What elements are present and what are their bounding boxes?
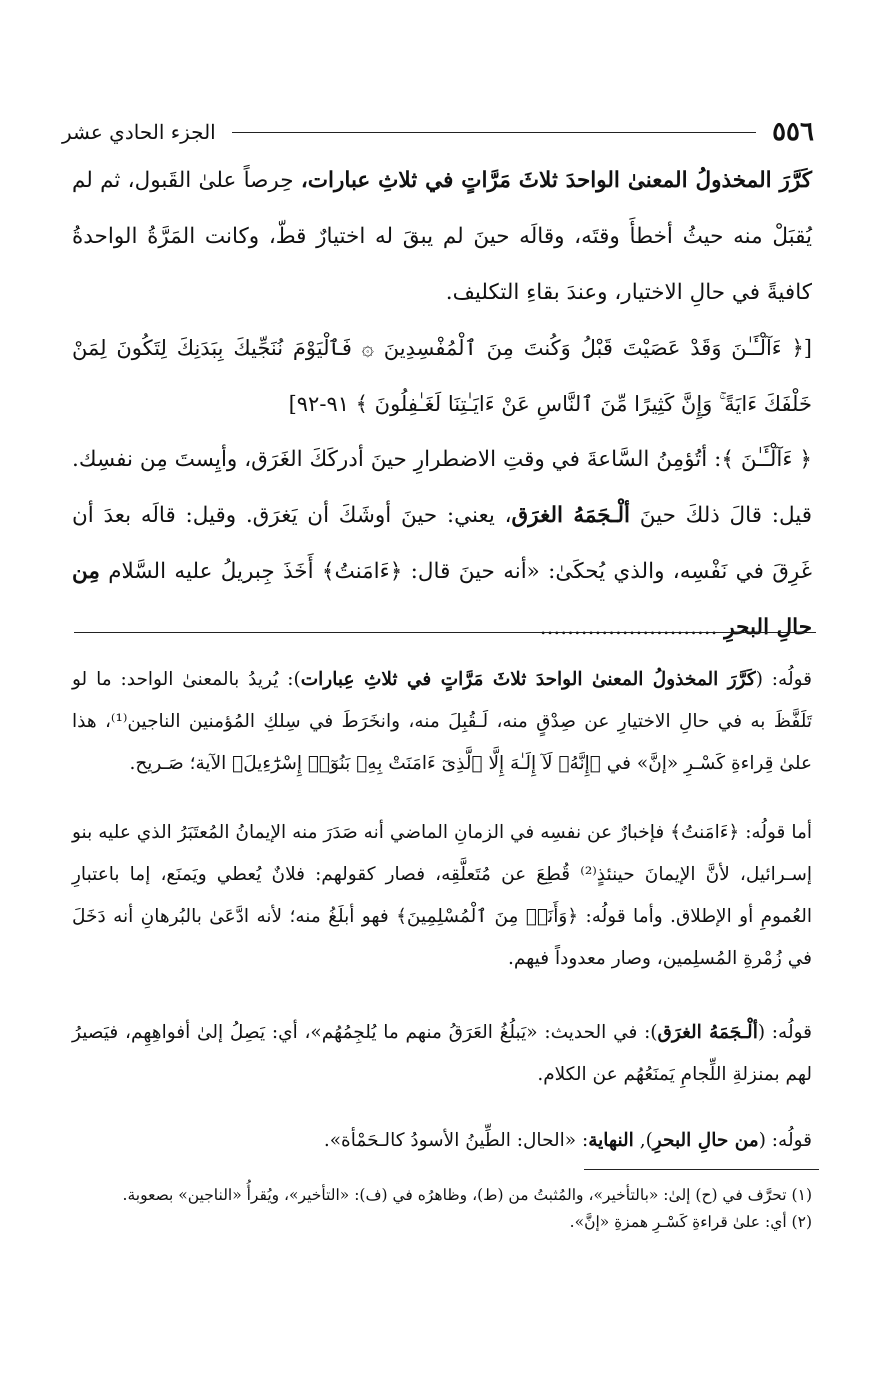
part-title: الجزء الحادي عشر: [62, 120, 216, 144]
main-paragraph-2: [72, 432, 812, 656]
paragraph-text: ﴿ ءَآلْـَٔـٰنَ ﴾: أتُؤمِنُ السَّاعةَ في وقتِ الاضطرارِ حينَ أدركَكَ الغَرَق، وأيِستَ مِن نفسِك. قيل: قالَ ذلكَ حينَ: [72, 447, 812, 528]
main-paragraph-1: [72, 153, 812, 321]
page-header: [62, 112, 814, 152]
bold-phrase: مِن حالِ البحرِ: [72, 559, 812, 640]
bold-phrase: ألْـجَمَهُ الغرَق: [657, 1022, 758, 1043]
footnote-rule: [584, 1169, 819, 1170]
commentary-text: ): يُريدُ بالمعنىٰ الواحد: ما لو تَلَفَّظَ به في حالِ الاختيارِ عن صِدْقٍ منه، لَـقُبِلَ منه، وانخَرَطَ في سِلكِ المُؤمنين الناجين⁽¹⁾، هذا علىٰ قِراءةِ كَسْـرِ «إنَّ» في ﴿إِنَّهُۥ لَآ إِلَـٰهَ إِلَّا ٱلَّذِىٓ ءَامَنَتْ بِهِۦ بَنُوٓا۟ إِسْرَٰٓءِيلَ﴾ الآية؛ صَـريح.: [72, 669, 812, 774]
commentary-paragraph-1: [72, 659, 812, 785]
paragraph-text: ، يعني: حينَ أوشَكَ أن يَغرَق. وقيل: قالَه بعدَ أن غَرِقَ في نَفْسِه، والذي يُحكَىٰ: «أنه حينَ قال: ﴿ءَامَنتُ﴾ أَخَذَ جِبريلُ عليه السَّلام: [72, 503, 812, 584]
bold-phrase: النهاية: [588, 1130, 634, 1151]
bold-phrase: كَرَّرَ المخذولُ المعنىٰ الواحدَ ثلاثَ مَرَّاتٍ في ثلاثِ عبارات،: [300, 168, 812, 193]
commentary-text: : «الحال: الطِّينُ الأسودُ كالـحَمْأة».: [323, 1130, 589, 1151]
section-divider: [74, 632, 816, 633]
footnote-2: (٢) أي: علىٰ قراءةِ كَسْـرِ همزةِ «إنَّ».: [569, 1213, 812, 1231]
commentary-text: ): في الحديث: «يَبلُغُ العَرَقُ منهم ما يُلجِمُهُم»، أي: يَصِلُ إلىٰ أفواهِهِم، فيَصيرُ لهم بمنزلةِ اللِّجامِ يَمنَعُهُم عن الكلام.: [72, 1022, 812, 1085]
commentary-paragraph-3: [72, 1012, 812, 1096]
commentary-paragraph-4: [72, 1120, 812, 1162]
dotted-leader: ..........................: [539, 615, 725, 640]
paragraph-text: حِرصاً علىٰ القَبول، ثم لم يُقبَلْ منه حيثُ أخطأَ وقتَه، وقالَه حينَ لم يبقَ له اختيارٌ قطّ، وكانت المَرَّةُ الواحدةُ كافيةً في حالِ الاختيار، وعندَ بقاءِ التكليف.: [72, 168, 812, 305]
commentary-text: قولُه: (: [758, 1130, 812, 1151]
header-rule: [232, 132, 756, 133]
commentary-paragraph-2: أما قولُه: ﴿ءَامَنتُ﴾ فإخبارٌ عن نفسِه في الزمانِ الماضي أنه صَدَرَ منه الإيمانُ المُعتَبَرُ الذي عليه بنو إسـرائيل، لأنَّ الإيمانَ حينئذٍ⁽²⁾ قُطِعَ عن مُتَعلَّقِه، فصار كقولهم: فلانٌ يُعطي ويَمنَع، إما باعتبارِ العُمومِ أو الإطلاق. وأما قولُه: ﴿وَأَنَا۠ مِنَ ٱلْمُسْلِمِينَ﴾ فهو أبلَغُ منه؛ لأنه ادَّعَىٰ بالبُرهانِ أنه دَخَلَ في زُمْرةِ المُسلِمين، وصار معدوداً فيهم.: [72, 822, 812, 969]
footnote-1: (١) تحرَّف في (ح) إلىٰ: «بالتأخير»، والمُثبتُ من (ط)، وظاهرُه في (ف): «التأخير»، ويُقرأُ «الناجين» بصعوبة.: [122, 1186, 812, 1204]
commentary-text: قولُه: (: [755, 669, 812, 690]
quran-verse: [﴿ ءَآلْـَٔـٰنَ وَقَدْ عَصَيْتَ قَبْلُ وَكُنتَ مِنَ ٱلْمُفْسِدِينَ ۞ فَٱلْيَوْمَ نُنَجِّيكَ بِبَدَنِكَ لِتَكُونَ لِمَنْ خَلْفَكَ ءَايَةً ۚ وَإِنَّ كَثِيرًا مِّنَ ٱلنَّاسِ عَنْ ءَايَـٰتِنَا لَغَـٰفِلُونَ ﴾ ٩١-٩٢]: [72, 336, 812, 416]
bold-phrase: من حالِ البحرِ: [652, 1130, 759, 1151]
bold-phrase: ألْـجَمَهُ الغرَق: [511, 503, 630, 528]
bold-phrase: كَرَّرَ المخذولُ المعنىٰ الواحدَ ثلاثَ مَرَّاتٍ في ثلاثِ عِبارات: [300, 669, 756, 690]
commentary-text: ),: [633, 1130, 653, 1151]
commentary-text: قولُه: (: [757, 1022, 812, 1043]
page-number: ٥٥٦: [772, 117, 814, 147]
